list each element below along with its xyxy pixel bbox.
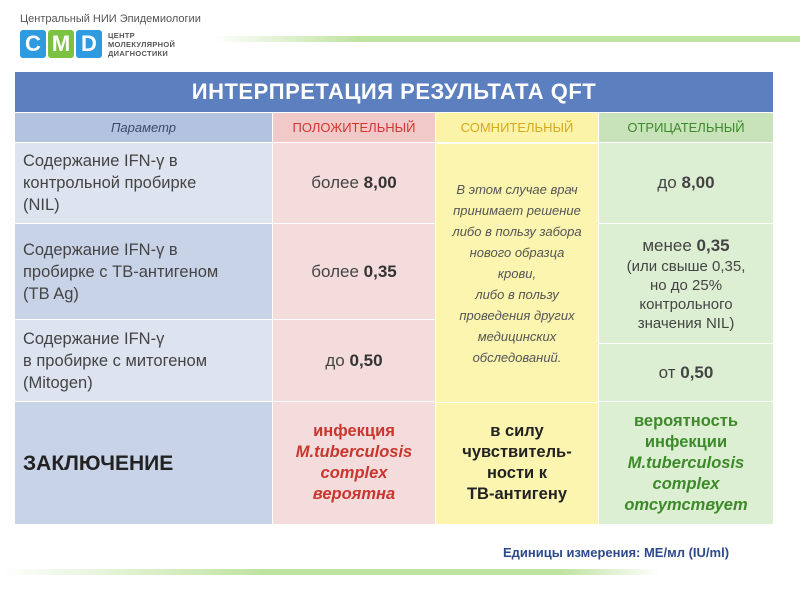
doubtful-explanation: В этом случае врач принимает решение либо в пользу забора нового образца крови, либо в пользу проведения других медицинских обследований. — [436, 144, 599, 403]
param-mitogen: Содержание IFN-γ в пробирке с митогеном (Mitogen) — [15, 320, 273, 402]
positive-nil: более 8,00 — [273, 143, 436, 224]
table-row-nil — [15, 143, 773, 224]
header-negative: ОТРИЦАТЕЛЬНЫЙ — [599, 113, 773, 143]
conclusion-negative: вероятность инфекции M.tuberculosis complex отсутствует — [599, 402, 773, 525]
page-title: ИНТЕРПРЕТАЦИЯ РЕЗУЛЬТАТА QFT — [15, 72, 773, 112]
decorative-line-bottom — [0, 569, 660, 575]
header-positive: ПОЛОЖИТЕЛЬНЫЙ — [273, 113, 436, 143]
positive-tb-ag: более 0,35 — [273, 224, 436, 320]
table-header-row — [15, 113, 773, 143]
negative-tb-ag: менее 0,35 (или свыше 0,35, но до 25% контрольного значения NIL) — [599, 224, 773, 344]
table-row-conclusion — [15, 402, 773, 525]
header-param: Параметр — [15, 113, 273, 143]
negative-nil: до 8,00 — [599, 143, 773, 224]
header-doubtful: СОМНИТЕЛЬНЫЙ — [436, 113, 599, 143]
param-tb-ag: Содержание IFN-γ в пробирке с ТВ-антигеном (TB Ag) — [15, 224, 273, 320]
param-nil: Содержание IFN-γ в контрольной пробирке (NIL) — [15, 143, 273, 224]
logo-letter-m: M — [48, 30, 74, 58]
negative-mitogen: от 0,50 — [599, 344, 773, 402]
institute-name: Центральный НИИ Эпидемиологии — [20, 13, 201, 25]
units-note: Единицы измерения: МЕ/мл (IU/ml) — [503, 545, 730, 560]
logo-letter-d: D — [76, 30, 102, 58]
interpretation-table — [15, 113, 773, 525]
cmd-logo — [20, 30, 175, 58]
conclusion-label: ЗАКЛЮЧЕНИЕ — [15, 402, 273, 525]
decorative-line-top — [212, 36, 800, 42]
conclusion-doubtful: в силу чувствитель- ности к ТВ-антигену — [436, 402, 599, 525]
logo-caption: ЦЕНТР МОЛЕКУЛЯРНОЙ ДИАГНОСТИКИ — [108, 30, 176, 58]
logo-letter-c: C — [20, 30, 46, 58]
positive-mitogen: до 0,50 — [273, 320, 436, 402]
conclusion-positive: инфекция M.tuberculosis complex вероятна — [273, 402, 436, 525]
